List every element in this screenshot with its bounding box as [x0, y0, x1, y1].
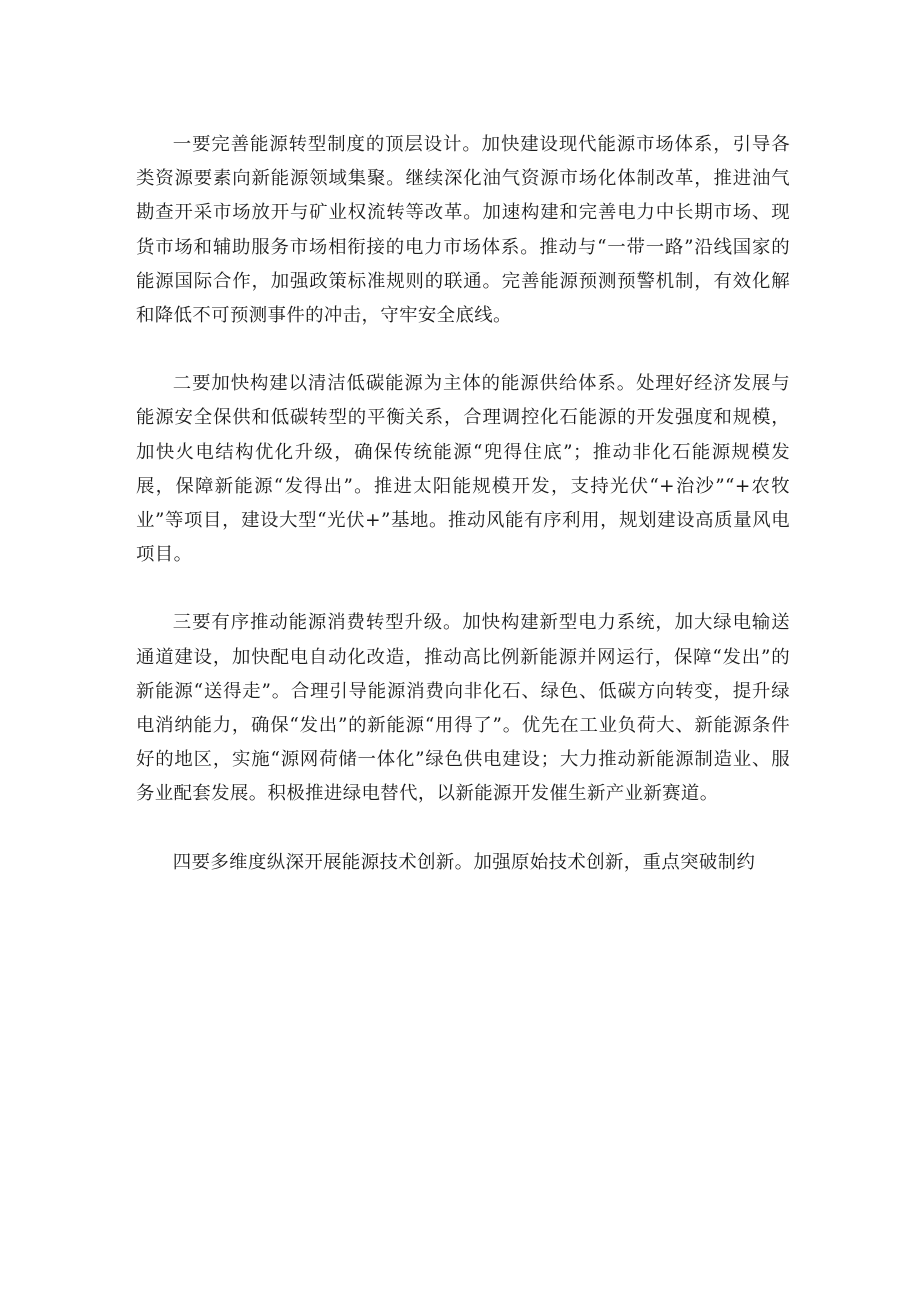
paragraph-4: 四要多维度纵深开展能源技术创新。加强原始技术创新，重点突破制约 [172, 851, 756, 873]
paragraph-3: 三要有序推动能源消费转型升级。加快构建新型电力系统，加大绿电输送通道建设，加快配电自动化改造，推动高比例新能源并网运行，保障“发出”的新能源“送得走”。合理引导能源消费向非化石、绿色、低碳方向转变，提升绿电消纳能力，确保“发出”的新能源“用得了”。优先在工业负荷大、新能源条件好的地区，实施“源网荷储一体化”绿色供电建设；大力推动新能源制造业、服务业配套发展。积极推进绿电替代，以新能源开发催生新产业新赛道。 [136, 612, 790, 805]
paragraph-2: 二要加快构建以清洁低碳能源为主体的能源供给体系。处理好经济发展与能源安全保供和低碳转型的平衡关系，合理调控化石能源的开发强度和规模，加快火电结构优化升级，确保传统能源“兜得住底”；推动非化石能源规模发展，保障新能源“发得出”。推进太阳能规模开发，支持光伏“+治沙”“+农牧业”等项目，建设大型“光伏+”基地。推动风能有序利用，规划建设高质量风电项目。 [136, 373, 790, 566]
document-body [136, 128, 790, 914]
paragraph-1: 一要完善能源转型制度的顶层设计。加快建设现代能源市场体系，引导各类资源要素向新能源领域集聚。继续深化油气资源市场化体制改革，推进油气勘查开采市场放开与矿业权流转等改革。加速构建和完善电力中长期市场、现货市场和辅助服务市场相衔接的电力市场体系。推动与“一带一路”沿线国家的能源国际合作，加强政策标准规则的联通。完善能源预测预警机制，有效化解和降低不可预测事件的冲击，守牢安全底线。 [136, 134, 790, 327]
